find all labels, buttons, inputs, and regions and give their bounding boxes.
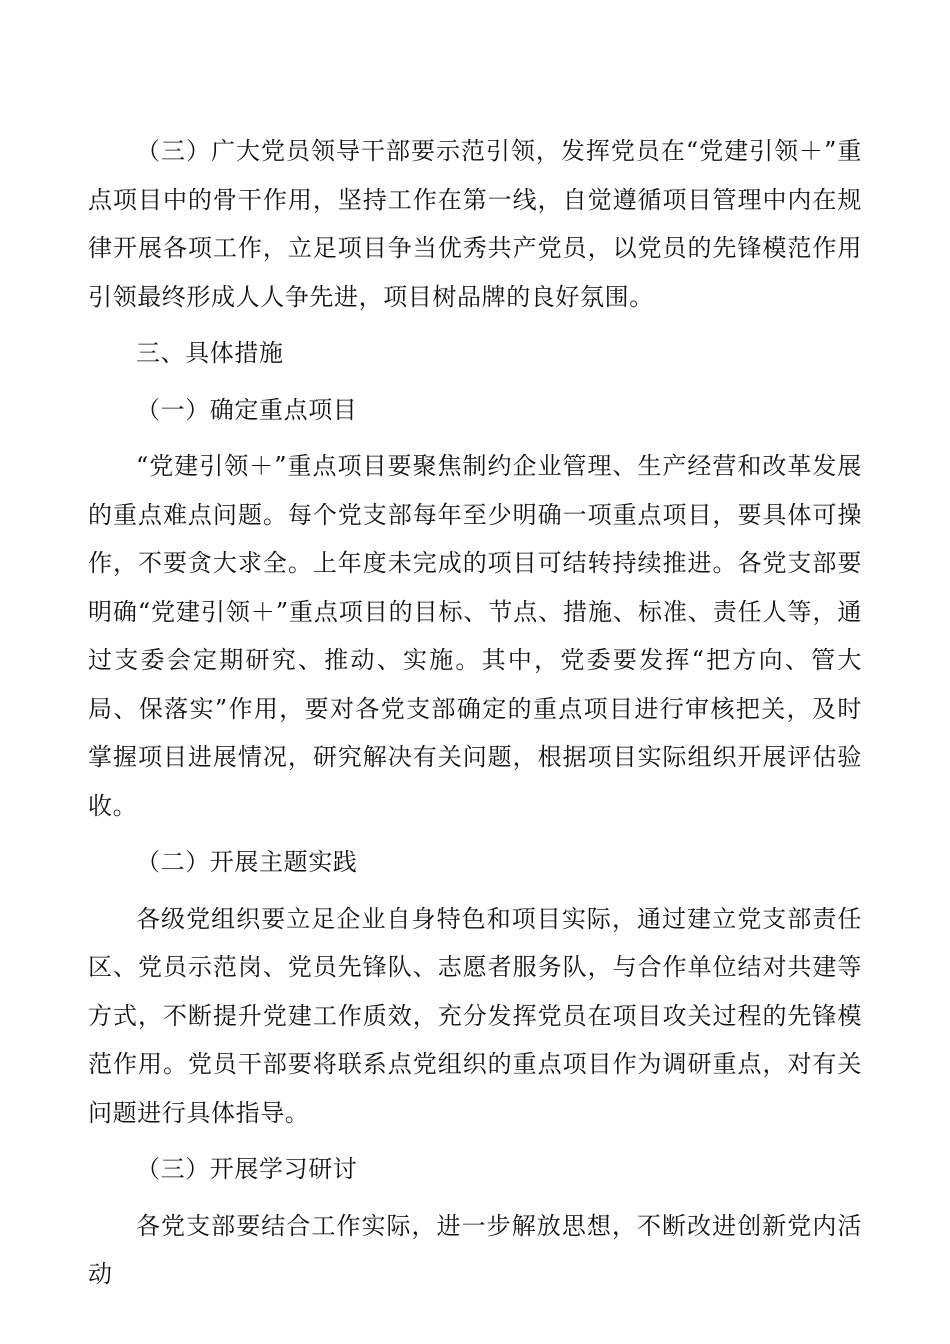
paragraph-key-projects: “党建引领＋”重点项目要聚焦制约企业管理、生产经营和改革发展的重点难点问题。每个党支部每年至少明确一项重点项目，要具体可操作，不要贪大求全。上年度未完成的项目可结转持续推进。各党支部要明确“党建引领＋”重点项目的目标、节点、措施、标准、责任人等，通过支委会定期研究、推动、实施。其中，党委要发挥“把方向、管大局、保落实”作用，要对各党支部确定的重点项目进行审核把关，及时掌握项目进展情况，研究解决有关问题，根据项目实际组织开展评估验收。: [88, 452, 862, 820]
paragraph-party-leadership-role: （三）广大党员领导干部要示范引领，发挥党员在“党建引领＋”重点项目中的骨干作用，坚持工作在第一线，自觉遵循项目管理中内在规律开展各项工作，立足项目争当优秀共产党员，以党员的先锋模范作用引领最终形成人人争先进，项目树品牌的良好氛围。: [88, 137, 862, 311]
subheading-study-discussion: （三）开展学习研讨: [136, 1155, 358, 1183]
section-heading-specific-measures: 三、具体措施: [136, 339, 284, 367]
subheading-key-projects: （一）确定重点项目: [136, 395, 358, 424]
subheading-theme-practice: （二）开展主题实践: [136, 848, 358, 876]
paragraph-study-discussion: 各党支部要结合工作实际，进一步解放思想，不断改进创新党内活动: [88, 1211, 862, 1288]
paragraph-theme-practice: 各级党组织要立足企业自身特色和项目实际，通过建立党支部责任区、党员示范岗、党员先锋队、志愿者服务队，与合作单位结对共建等方式，不断提升党建工作质效，充分发挥党员在项目攻关过程的先锋模范作用。党员干部要将联系点党组织的重点项目作为调研重点，对有关问题进行具体指导。: [88, 904, 862, 1127]
document-page: [88, 127, 862, 1307]
